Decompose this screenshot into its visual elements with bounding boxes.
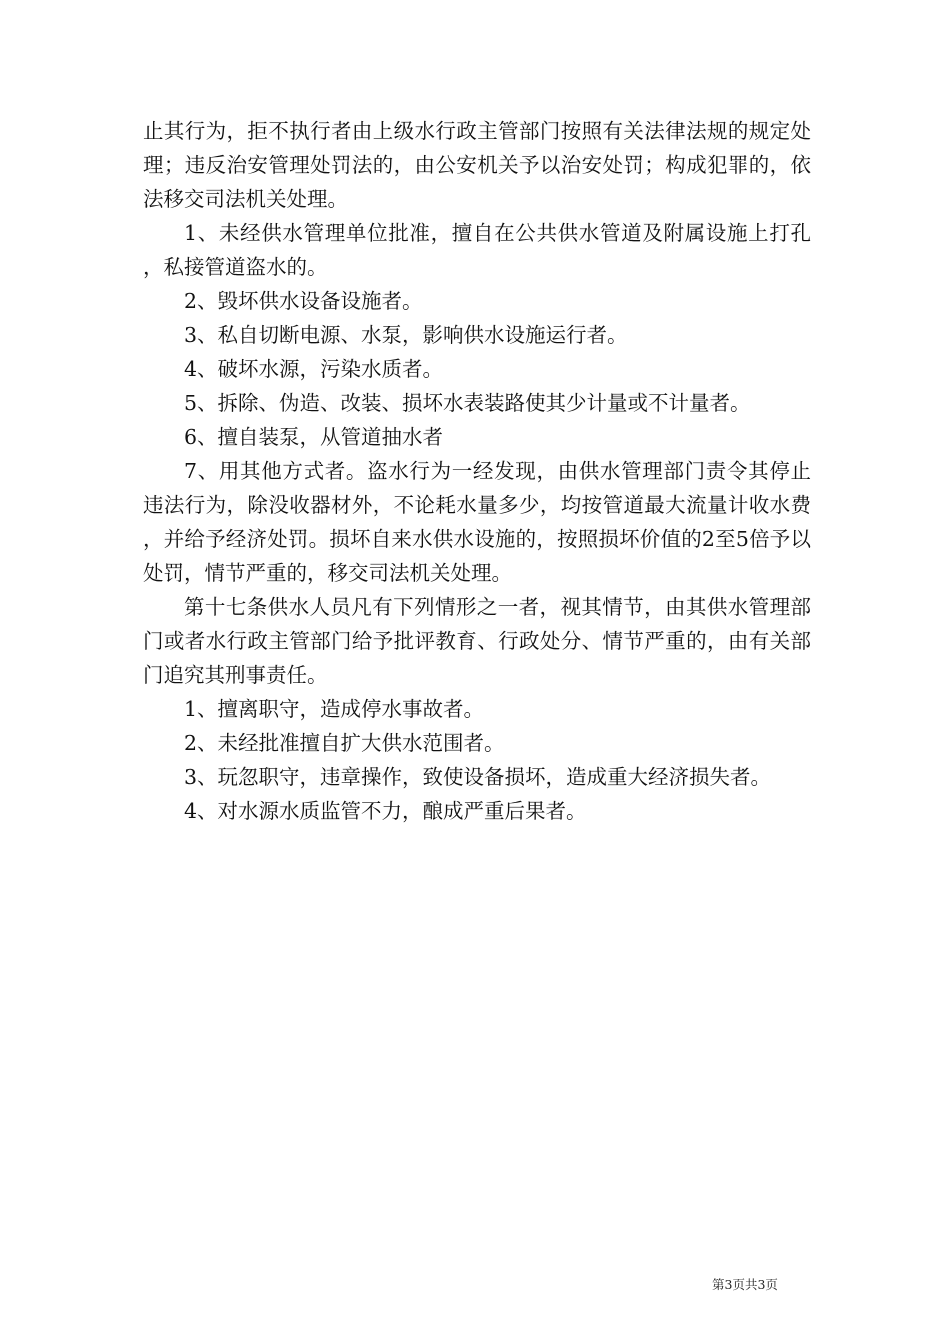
list-item: 4、破坏水源，污染水质者。	[184, 357, 444, 381]
list-item: 3、私自切断电源、水泵，影响供水设施运行者。	[184, 323, 628, 347]
list-item: 2、毁坏供水设备设施者。	[184, 289, 423, 313]
list-item: 1、擅离职守，造成停水事故者。	[184, 697, 485, 721]
list-item: 1、未经供水管理单位批准，擅自在公共供水管道及附属设施上打孔，私接管道盗水的。	[143, 221, 811, 279]
list-item: 4、对水源水质监管不力，酿成严重后果者。	[184, 799, 587, 823]
list-item: 2、未经批准擅自扩大供水范围者。	[184, 731, 505, 755]
list-item: 7、用其他方式者。盗水行为一经发现，由供水管理部门责令其停止违法行为，除没收器材外，不论耗水量多少，均按管道最大流量计收水费，并给予经济处罚。损坏自来水供水设施的，按照损坏价值的2至5倍予以处罚，情节严重的，移交司法机关处理。	[143, 459, 811, 585]
list-item: 3、玩忽职守，违章操作，致使设备损坏，造成重大经济损失者。	[184, 765, 772, 789]
document-body	[143, 114, 811, 828]
list-item: 6、擅自装泵，从管道抽水者	[184, 425, 444, 449]
article-paragraph: 第十七条供水人员凡有下列情形之一者，视其情节，由其供水管理部门或者水行政主管部门给予批评教育、行政处分、情节严重的，由有关部门追究其刑事责任。	[143, 595, 811, 687]
list-item: 5、拆除、伪造、改装、损坏水表装路使其少计量或不计量者。	[184, 391, 751, 415]
page-number: 第3页共3页	[712, 1277, 778, 1292]
paragraph-continuation: 止其行为，拒不执行者由上级水行政主管部门按照有关法律法规的规定处理；违反治安管理处罚法的，由公安机关予以治安处罚；构成犯罪的，依法移交司法机关处理。	[143, 119, 811, 211]
